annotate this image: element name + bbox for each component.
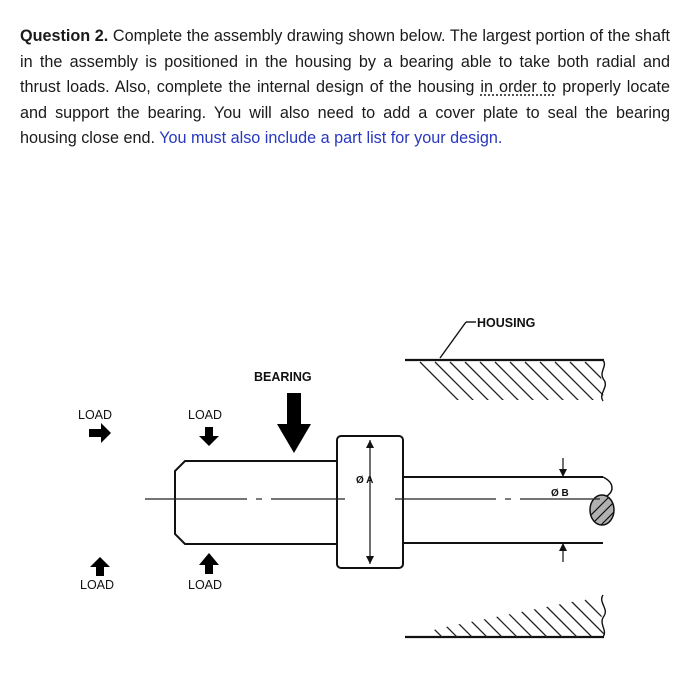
load-arrow-right-icon [89,423,111,443]
load-arrow-up-left-icon [90,557,110,576]
load-label-bottom-center: LOAD [188,578,223,592]
dimension-b-label: Ø B [551,488,569,499]
load-label-bottom-left: LOAD [80,578,115,592]
load-arrow-down-icon [199,427,219,446]
housing-top [405,360,620,402]
shaft-break-section [588,495,618,532]
question-label: Question 2. [20,27,109,45]
question-body-1: Complete the assembly drawing shown below. The largest portion of the shaft in the assembly is positioned in the housing by a bearing able to take both radial and thrust loads. Also, complete the internal design of the housing [20,27,671,96]
shaft-right-section [403,477,612,543]
bearing-label: BEARING [254,370,312,384]
question-dotted-phrase: in order to [480,78,557,96]
question-part-list-note: You must also include a part list for your design. [159,129,503,147]
housing-leader [440,322,476,358]
housing-label: HOUSING [477,316,536,330]
load-label-top-left: LOAD [78,408,113,422]
housing-bottom [405,595,620,640]
load-label-top-center: LOAD [188,408,223,422]
dimension-b [559,458,567,562]
dimension-a-label: Ø A [356,475,374,486]
bearing-arrow-icon [277,393,311,453]
shaft-left-section [175,461,337,544]
load-arrow-up-center-icon [199,553,219,574]
question-body-2: properly locate and support the bearing. You will also need to add a cover plate to seal the bearing housing close end. [20,78,670,147]
